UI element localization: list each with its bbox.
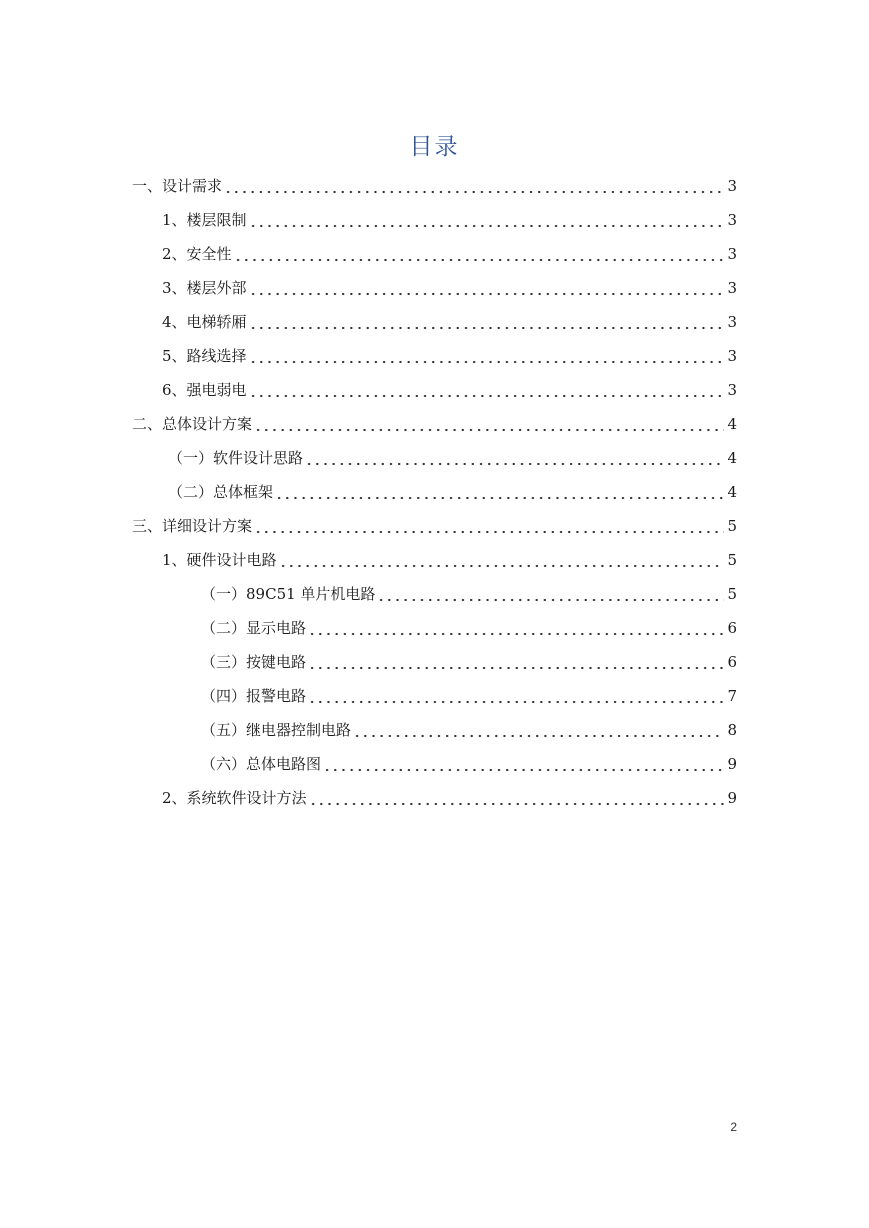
- toc-entry-label: （五）继电器控制电路: [201, 721, 352, 739]
- toc-entry[interactable]: [162, 342, 737, 366]
- toc-entry[interactable]: [201, 614, 737, 638]
- toc-entry-label: 2、安全性: [162, 245, 232, 263]
- toc-title: 目录: [409, 134, 460, 160]
- toc-entry-page: 3: [727, 381, 737, 399]
- toc-entry[interactable]: [162, 274, 737, 298]
- toc-entry[interactable]: [201, 716, 737, 740]
- dot-leader: [353, 720, 724, 738]
- toc-entry-page: 3: [727, 177, 737, 195]
- toc-entry-label: （六）总体电路图: [201, 755, 322, 773]
- toc-entry-page: 4: [727, 415, 737, 433]
- toc-entry[interactable]: [168, 444, 737, 468]
- toc-entry[interactable]: [132, 410, 737, 434]
- toc-entry-label: 5、路线选择: [162, 347, 247, 365]
- toc-entry-label: 1、楼层限制: [162, 211, 247, 229]
- toc-entry[interactable]: [162, 546, 737, 570]
- toc-entry-label: 一、设计需求: [132, 177, 223, 195]
- dot-leader: [275, 482, 724, 500]
- dot-leader: [249, 210, 725, 228]
- toc-entry-page: 5: [727, 551, 737, 569]
- toc-entry[interactable]: [162, 240, 737, 264]
- toc-entry-label: 二、总体设计方案: [132, 415, 253, 433]
- toc-entry[interactable]: [201, 682, 737, 706]
- dot-leader: [249, 380, 725, 398]
- toc-entry[interactable]: [201, 750, 737, 774]
- toc-entry-page: 3: [727, 279, 737, 297]
- toc-entry-page: 5: [727, 517, 737, 535]
- dot-leader: [305, 448, 724, 466]
- toc-entry-page: 6: [727, 619, 737, 637]
- dot-leader: [377, 584, 724, 602]
- toc-entry-label: 3、楼层外部: [162, 279, 247, 297]
- toc-entry-page: 3: [727, 211, 737, 229]
- toc-entry[interactable]: [201, 648, 737, 672]
- toc-entry-label: （二）总体框架: [168, 483, 274, 501]
- dot-leader: [308, 618, 724, 636]
- dot-leader: [279, 550, 725, 568]
- dot-leader: [249, 278, 725, 296]
- toc-entry-page: 4: [727, 449, 737, 467]
- toc-entry-label: （一）89C51 单片机电路: [201, 585, 376, 603]
- dot-leader: [249, 346, 725, 364]
- dot-leader: [323, 754, 724, 772]
- toc-entry-page: 9: [727, 755, 737, 773]
- toc-entry-page: 9: [727, 789, 737, 807]
- toc-entry-page: 5: [727, 585, 737, 603]
- toc-entry[interactable]: [162, 206, 737, 230]
- dot-leader: [254, 414, 724, 432]
- toc-entry-label: （三）按键电路: [201, 653, 307, 671]
- toc-entry-label: 1、硬件设计电路: [162, 551, 277, 569]
- dot-leader: [249, 312, 725, 330]
- toc-entry-page: 6: [727, 653, 737, 671]
- toc-entry-page: 8: [727, 721, 737, 739]
- toc-entry-page: 7: [727, 687, 737, 705]
- toc-entry-label: 4、电梯轿厢: [162, 313, 247, 331]
- toc-entry-label: 2、系统软件设计方法: [162, 789, 307, 807]
- toc-entry-page: 3: [727, 245, 737, 263]
- toc-entry-label: 6、强电弱电: [162, 381, 247, 399]
- toc-entry[interactable]: [201, 580, 737, 604]
- toc-entry-label: （四）报警电路: [201, 687, 307, 705]
- dot-leader: [254, 516, 724, 534]
- toc-entry-page: 3: [727, 313, 737, 331]
- toc-entry[interactable]: [168, 478, 737, 502]
- toc-entry-page: 4: [727, 483, 737, 501]
- toc-entry[interactable]: [132, 512, 737, 536]
- dot-leader: [234, 244, 725, 262]
- toc-entry-label: （二）显示电路: [201, 619, 307, 637]
- dot-leader: [308, 652, 724, 670]
- toc-entry-page: 3: [727, 347, 737, 365]
- toc-entry[interactable]: [162, 376, 737, 400]
- dot-leader: [308, 686, 724, 704]
- dot-leader: [224, 176, 724, 194]
- toc-entry-label: （一）软件设计思路: [168, 449, 304, 467]
- toc-entry[interactable]: [162, 784, 737, 808]
- toc-entry-label: 三、详细设计方案: [132, 517, 253, 535]
- dot-leader: [309, 788, 725, 806]
- toc-entry[interactable]: [162, 308, 737, 332]
- toc-entry[interactable]: [132, 172, 737, 196]
- page-number: 2: [730, 1120, 737, 1134]
